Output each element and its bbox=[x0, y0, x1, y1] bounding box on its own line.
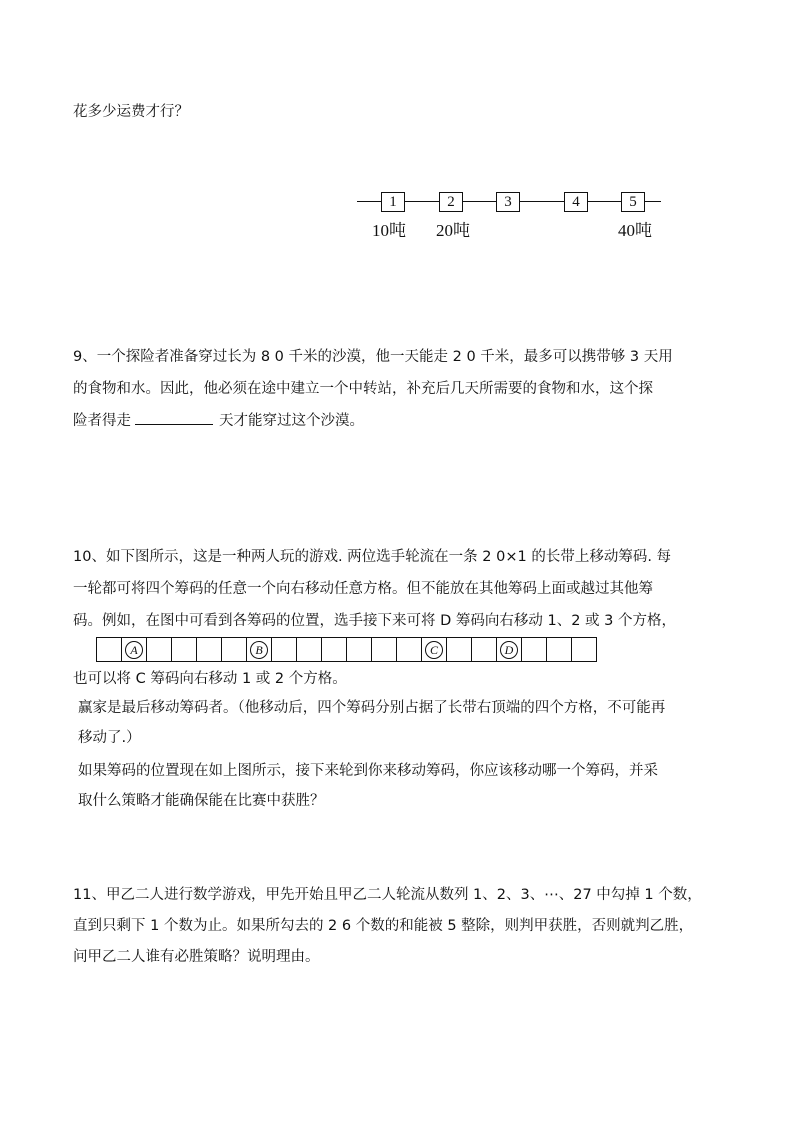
strip-cell bbox=[547, 637, 572, 662]
strip-cell bbox=[122, 637, 147, 662]
chip-c: C bbox=[425, 641, 443, 659]
station-5: 5 bbox=[621, 192, 645, 212]
strip-cell bbox=[272, 637, 297, 662]
question-10-line-5: 赢家是最后移动筹码者。（他移动后，四个筹码分别占据了长带右顶端的四个方格，不可能再 bbox=[78, 700, 666, 716]
strip-cell bbox=[497, 637, 522, 662]
question-10-line-2: 一轮都可将四个筹码的任意一个向右移动任意方格。但不能放在其他筹码上面或越过其他筹 bbox=[73, 581, 653, 597]
strip-cell bbox=[297, 637, 322, 662]
strip-cell bbox=[172, 637, 197, 662]
strip-cell bbox=[372, 637, 397, 662]
strip-cell bbox=[97, 637, 122, 662]
game-strip bbox=[96, 637, 597, 662]
station-2: 2 bbox=[439, 192, 463, 212]
question-10-line-7: 如果筹码的位置现在如上图所示，接下来轮到你来移动筹码，你应该移动哪一个筹码，并采 bbox=[78, 763, 658, 779]
strip-cell bbox=[322, 637, 347, 662]
question-11-line-1: 11、甲乙二人进行数学游戏，甲先开始且甲乙二人轮流从数列 1、2、3、⋯、27 中勾掉 1 个数， bbox=[73, 887, 702, 903]
question-9-text-a: 险者得走 bbox=[73, 413, 131, 429]
strip-cell bbox=[197, 637, 222, 662]
strip-cell bbox=[472, 637, 497, 662]
chip-a: A bbox=[125, 641, 143, 659]
question-10-line-6: 移动了.） bbox=[78, 730, 141, 746]
question-9-text-b: 天才能穿过这个沙漠。 bbox=[219, 413, 364, 429]
strip-cell bbox=[347, 637, 372, 662]
question-10-line-3: 码。例如，在图中可看到各筹码的位置，选手接下来可将 D 筹码向右移动 1、2 或 3 个方格， bbox=[73, 613, 676, 629]
strip-cell bbox=[572, 637, 597, 662]
question-9-line-1: 9、一个探险者准备穿过长为 8 0 千米的沙漠，他一天能走 2 0 千米，最多可以携带够 3 天用 bbox=[73, 349, 673, 365]
question-9-line-3 bbox=[73, 410, 364, 432]
question-10-line-4: 也可以将 C 筹码向右移动 1 或 2 个方格。 bbox=[73, 671, 347, 687]
question-10-line-1: 10、如下图所示，这是一种两人玩的游戏. 两位选手轮流在一条 2 0×1 的长带上移动筹码. 每 bbox=[73, 549, 672, 565]
ton-label-station-2: 20吨 bbox=[436, 221, 470, 240]
question-11-line-3: 问甲乙二人谁有必胜策略？说明理由。 bbox=[73, 949, 320, 965]
strip-cell bbox=[447, 637, 472, 662]
chip-b: B bbox=[250, 641, 268, 659]
strip-cell bbox=[147, 637, 172, 662]
station-3: 3 bbox=[496, 192, 520, 212]
ton-label-station-5: 40吨 bbox=[618, 221, 652, 240]
question-10-line-8: 取什么策略才能确保能在比赛中获胜？ bbox=[78, 793, 325, 809]
question-11-line-2: 直到只剩下 1 个数为止。如果所勾去的 2 6 个数的和能被 5 整除，则判甲获胜，否则就判乙胜， bbox=[73, 918, 694, 934]
answer-blank[interactable] bbox=[135, 410, 213, 425]
ton-label-station-1: 10吨 bbox=[372, 221, 406, 240]
station-1: 1 bbox=[381, 192, 405, 212]
strip-cell bbox=[222, 637, 247, 662]
question-8-continuation: 花多少运费才行？ bbox=[73, 104, 189, 120]
strip-cell bbox=[522, 637, 547, 662]
strip-cell bbox=[247, 637, 272, 662]
station-4: 4 bbox=[564, 192, 588, 212]
chip-d: D bbox=[500, 641, 518, 659]
strip-cell bbox=[397, 637, 422, 662]
question-9-line-2: 的食物和水。因此，他必须在途中建立一个中转站，补充后几天所需要的食物和水，这个探 bbox=[73, 381, 653, 397]
strip-cell bbox=[422, 637, 447, 662]
